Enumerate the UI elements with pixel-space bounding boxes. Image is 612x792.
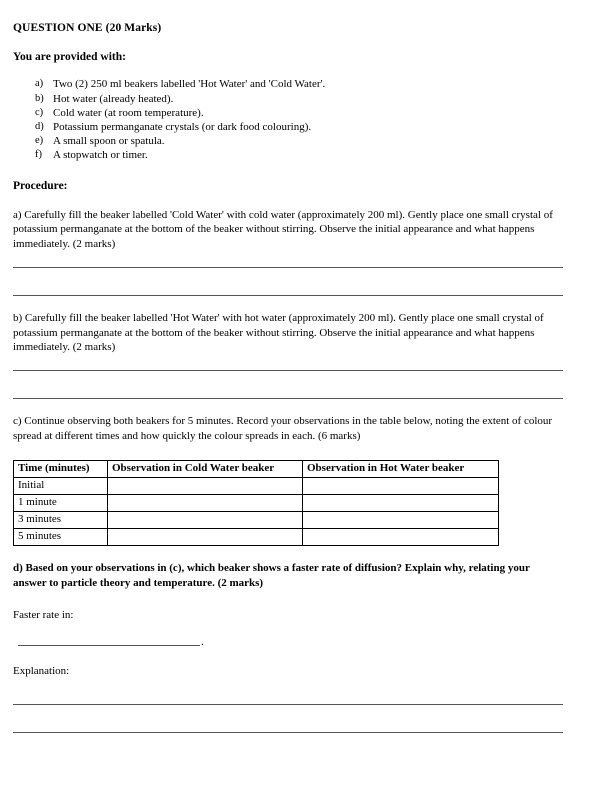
table-body <box>14 478 499 546</box>
list-item-marker: b) <box>35 92 44 104</box>
table-cell-cold[interactable] <box>108 495 303 512</box>
answer-line[interactable] <box>13 295 563 296</box>
table-row <box>14 512 499 529</box>
list-item <box>13 148 565 162</box>
table-row <box>14 529 499 546</box>
list-item <box>13 77 565 91</box>
list-item-label: A small spoon or spatula. <box>53 135 165 148</box>
table-row <box>14 495 499 512</box>
table-cell-hot[interactable] <box>303 478 499 495</box>
answer-lines-part-a <box>13 267 565 296</box>
list-item-label: A stopwatch or timer. <box>53 149 148 162</box>
list-item-label: Cold water (at room temperature). <box>53 106 204 119</box>
faster-rate-answer-row <box>13 636 565 649</box>
table-column-header-cold: Observation in Cold Water beaker <box>108 461 303 478</box>
table-cell-time: 3 minutes <box>14 512 108 529</box>
table-cell-cold[interactable] <box>108 512 303 529</box>
list-item-label: Hot water (already heated). <box>53 92 174 105</box>
table-cell-cold[interactable] <box>108 478 303 495</box>
answer-lines-explanation <box>13 704 565 733</box>
table-cell-cold[interactable] <box>108 529 303 546</box>
observation-table <box>13 460 499 546</box>
table-cell-time: 5 minutes <box>14 529 108 546</box>
list-item-marker: a) <box>35 78 44 90</box>
page-title: QUESTION ONE (20 Marks) <box>13 22 162 34</box>
list-item-marker: f) <box>35 149 42 161</box>
table-cell-time: Initial <box>14 478 108 495</box>
page-content <box>13 22 565 733</box>
table-column-header-hot: Observation in Hot Water beaker <box>303 461 499 478</box>
answer-line-spacer <box>13 371 565 398</box>
list-item-marker: d) <box>35 121 44 133</box>
list-item <box>13 92 565 106</box>
question-part-a-text: a) Carefully fill the beaker labelled 'Cold Water' with cold water (approximately 200 ml). Gently place one small crystal of potassium permanganate at the bottom of the beaker without stirring. Observe the initial appearance and what happens immediately. (2 marks) <box>13 208 553 250</box>
list-item <box>13 120 565 134</box>
list-item-marker: e) <box>35 135 44 147</box>
question-part-b-text: b) Carefully fill the beaker labelled 'Hot Water' with hot water (approximately 200 ml). Gently place one small crystal of potassium permanganate at the bottom of the beaker without stirring. Observe the initial appearance and what happens immediately. (2 marks) <box>13 312 544 353</box>
answer-line[interactable] <box>13 732 563 733</box>
answer-line-spacer <box>13 268 565 295</box>
question-part-c-text: c) Continue observing both beakers for 5 minutes. Record your observations in the table below, noting the extent of colour spread at different times and how quickly the colour spreads in each. (6 marks) <box>13 415 553 442</box>
list-item-label: Two (2) 250 ml beakers labelled 'Hot Water' and 'Cold Water'. <box>53 78 326 91</box>
table-column-header-time: Time (minutes) <box>14 461 108 478</box>
list-item-marker: c) <box>35 106 44 118</box>
list-item <box>13 106 565 120</box>
list-item-label: Potassium permanganate crystals (or dark food colouring). <box>53 121 312 134</box>
faster-rate-label: Faster rate in: <box>13 608 74 621</box>
provided-with-heading: You are provided with: <box>13 51 126 64</box>
question-part-d-text: d) Based on your observations in (c), which beaker shows a faster rate of diffusion? Explain why, relating your answer to particle theory and temperature. (2 marks) <box>13 562 530 589</box>
answer-line[interactable] <box>13 398 563 399</box>
table-cell-hot[interactable] <box>303 529 499 546</box>
answer-line-spacer <box>13 705 565 732</box>
explanation-label: Explanation: <box>13 665 70 678</box>
answer-lines-part-b <box>13 370 565 399</box>
table-header <box>14 461 499 478</box>
procedure-heading: Procedure: <box>13 179 68 192</box>
table-row <box>14 478 499 495</box>
table-cell-hot[interactable] <box>303 495 499 512</box>
table-cell-time: 1 minute <box>14 495 108 512</box>
faster-rate-input-line[interactable] <box>18 645 200 646</box>
faster-rate-period: . <box>201 636 204 649</box>
table-cell-hot[interactable] <box>303 512 499 529</box>
materials-list <box>13 77 565 162</box>
table-header-row <box>14 461 499 478</box>
list-item <box>13 134 565 148</box>
